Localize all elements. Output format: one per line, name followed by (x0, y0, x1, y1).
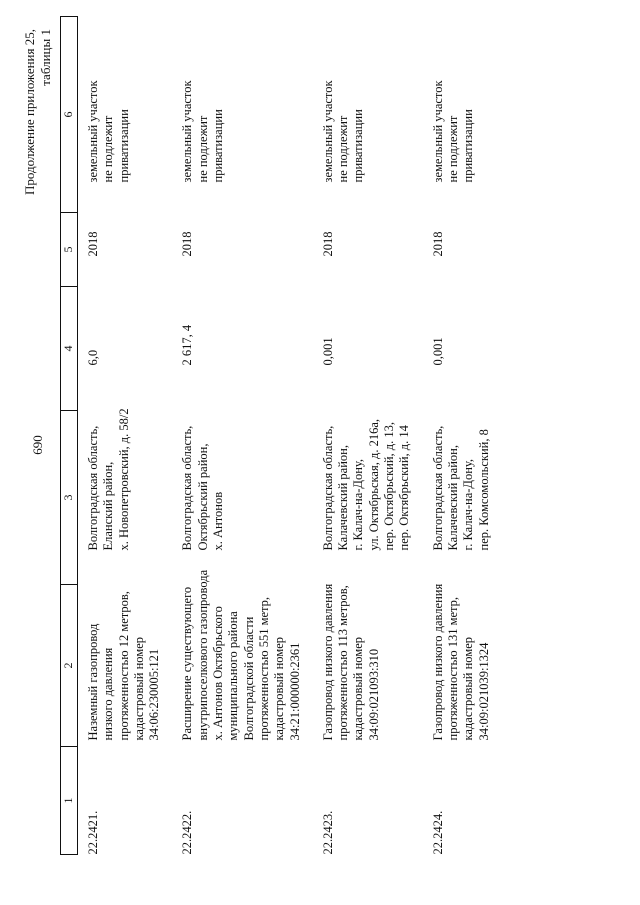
continuation-line-1: Продолжение приложения 25, (22, 29, 37, 196)
address-line: г. Калач-на-Дону, (351, 458, 366, 551)
value: 2 617, 4 (180, 324, 195, 366)
address-cell (313, 411, 423, 585)
object-name-line: 34:06:230005:121 (147, 648, 162, 741)
row-number-cell (172, 747, 312, 855)
table-body (78, 17, 502, 855)
row-number-cell (423, 747, 502, 855)
value: 0,001 (430, 337, 445, 366)
row-number: 22.2422. (180, 810, 195, 855)
row-number-cell (313, 747, 423, 855)
object-name-line: муниципального района (226, 611, 241, 741)
address-line: пер. Октябрьский, д. 14 (397, 425, 412, 551)
note-cell (172, 17, 312, 213)
note-line: не подлежит (195, 115, 210, 183)
object-name-line: кадастровый номер (272, 636, 287, 741)
year: 2018 (180, 231, 195, 257)
address-line: ул. Октябрьская, д. 216а, (366, 419, 381, 551)
object-name-line: 34:09:021093:310 (366, 648, 381, 741)
object-name-line: кадастровый номер (131, 636, 146, 741)
object-name-line: 34:09:021039:1324 (476, 642, 491, 741)
address-line: Еланский район, (101, 461, 116, 551)
address-cell (172, 411, 312, 585)
header-col-1: 1 (61, 747, 78, 855)
header-col-3: 3 (61, 411, 78, 585)
object-name-line: Наземный газопровод (86, 623, 100, 741)
object-name-cell (423, 585, 502, 747)
address-line: Волгоградская область, (180, 425, 195, 551)
year-cell (423, 213, 502, 287)
header-col-4: 4 (61, 287, 78, 411)
object-name-line: протяженностью 131 метр, (445, 596, 460, 741)
value-cell (78, 287, 173, 411)
object-name-line: протяженностью 551 метр, (256, 596, 271, 741)
year-cell (313, 213, 423, 287)
address-cell (78, 408, 173, 585)
note-cell (423, 17, 502, 213)
row-number: 22.2424. (430, 810, 445, 855)
object-name-line: протяженностью 113 метров, (336, 585, 351, 741)
object-name-line: Газопровод низкого давления (430, 583, 445, 741)
object-name-cell (172, 569, 312, 747)
address-line: Волгоградская область, (430, 425, 445, 551)
object-name-line: кадастровый номер (461, 636, 476, 741)
object-name-line: х. Антонов Октябрьского (211, 606, 226, 741)
note-line: земельный участок (430, 80, 445, 183)
page-number: 690 (30, 435, 45, 455)
object-name-line: низкого давления (101, 647, 116, 741)
address-line: Калачевский район, (445, 445, 460, 551)
continuation-note (22, 29, 54, 345)
table-header (61, 17, 78, 855)
object-name-line: протяженностью 12 метров, (116, 591, 131, 741)
address-cell (423, 411, 502, 585)
object-name-line: Газопровод низкого давления (320, 583, 335, 741)
year-cell (78, 213, 173, 287)
table-row (423, 17, 502, 855)
header-col-6: 6 (61, 17, 78, 213)
address-line: Калачевский район, (336, 445, 351, 551)
property-table (60, 16, 502, 855)
address-line: х. Новопетровский, д. 58/2 (116, 408, 131, 551)
note-line: земельный участок (320, 80, 335, 183)
note-line: не подлежит (336, 115, 351, 183)
year-cell (172, 213, 312, 287)
continuation-line-2: таблицы 1 (38, 29, 53, 86)
note-line: не подлежит (101, 115, 116, 183)
address-line: Октябрьский район, (195, 443, 210, 551)
table-row (78, 17, 173, 855)
year: 2018 (430, 231, 445, 257)
address-line: х. Антонов (211, 491, 226, 551)
note-cell (78, 17, 173, 213)
row-number: 22.2421. (86, 810, 100, 855)
row-number: 22.2423. (320, 810, 335, 855)
header-col-2: 2 (61, 585, 78, 747)
value-cell (423, 287, 502, 411)
row-number-cell (78, 747, 173, 855)
address-line: г. Калач-на-Дону, (461, 458, 476, 551)
note-line: земельный участок (86, 80, 100, 183)
value: 0,001 (320, 337, 335, 366)
object-name-line: кадастровый номер (351, 636, 366, 741)
object-name-line: внутрипоселкового газопровода (195, 569, 210, 741)
object-name-line: Расширение существующего (180, 586, 195, 741)
value-cell (172, 287, 312, 411)
note-line: не подлежит (445, 115, 460, 183)
note-cell (313, 17, 423, 213)
address-line: Волгоградская область, (86, 425, 100, 551)
year: 2018 (320, 231, 335, 257)
object-name-line: Волгоградской области (241, 616, 256, 741)
header-col-5: 5 (61, 213, 78, 287)
address-line: пер. Комсомольский, 8 (476, 429, 491, 551)
note-line: приватизации (461, 109, 476, 183)
address-line: пер. Октябрьский, д. 13, (382, 421, 397, 551)
object-name-line: 34:21:000000:2361 (287, 642, 302, 741)
table-row (172, 17, 312, 855)
note-line: приватизации (211, 109, 226, 183)
value: 6,0 (86, 349, 100, 366)
note-line: приватизации (351, 109, 366, 183)
table-row (313, 17, 423, 855)
address-line: Волгоградская область, (320, 425, 335, 551)
year: 2018 (86, 231, 100, 257)
value-cell (313, 287, 423, 411)
object-name-cell (313, 585, 423, 747)
note-line: земельный участок (180, 80, 195, 183)
object-name-cell (78, 585, 173, 747)
note-line: приватизации (116, 109, 131, 183)
